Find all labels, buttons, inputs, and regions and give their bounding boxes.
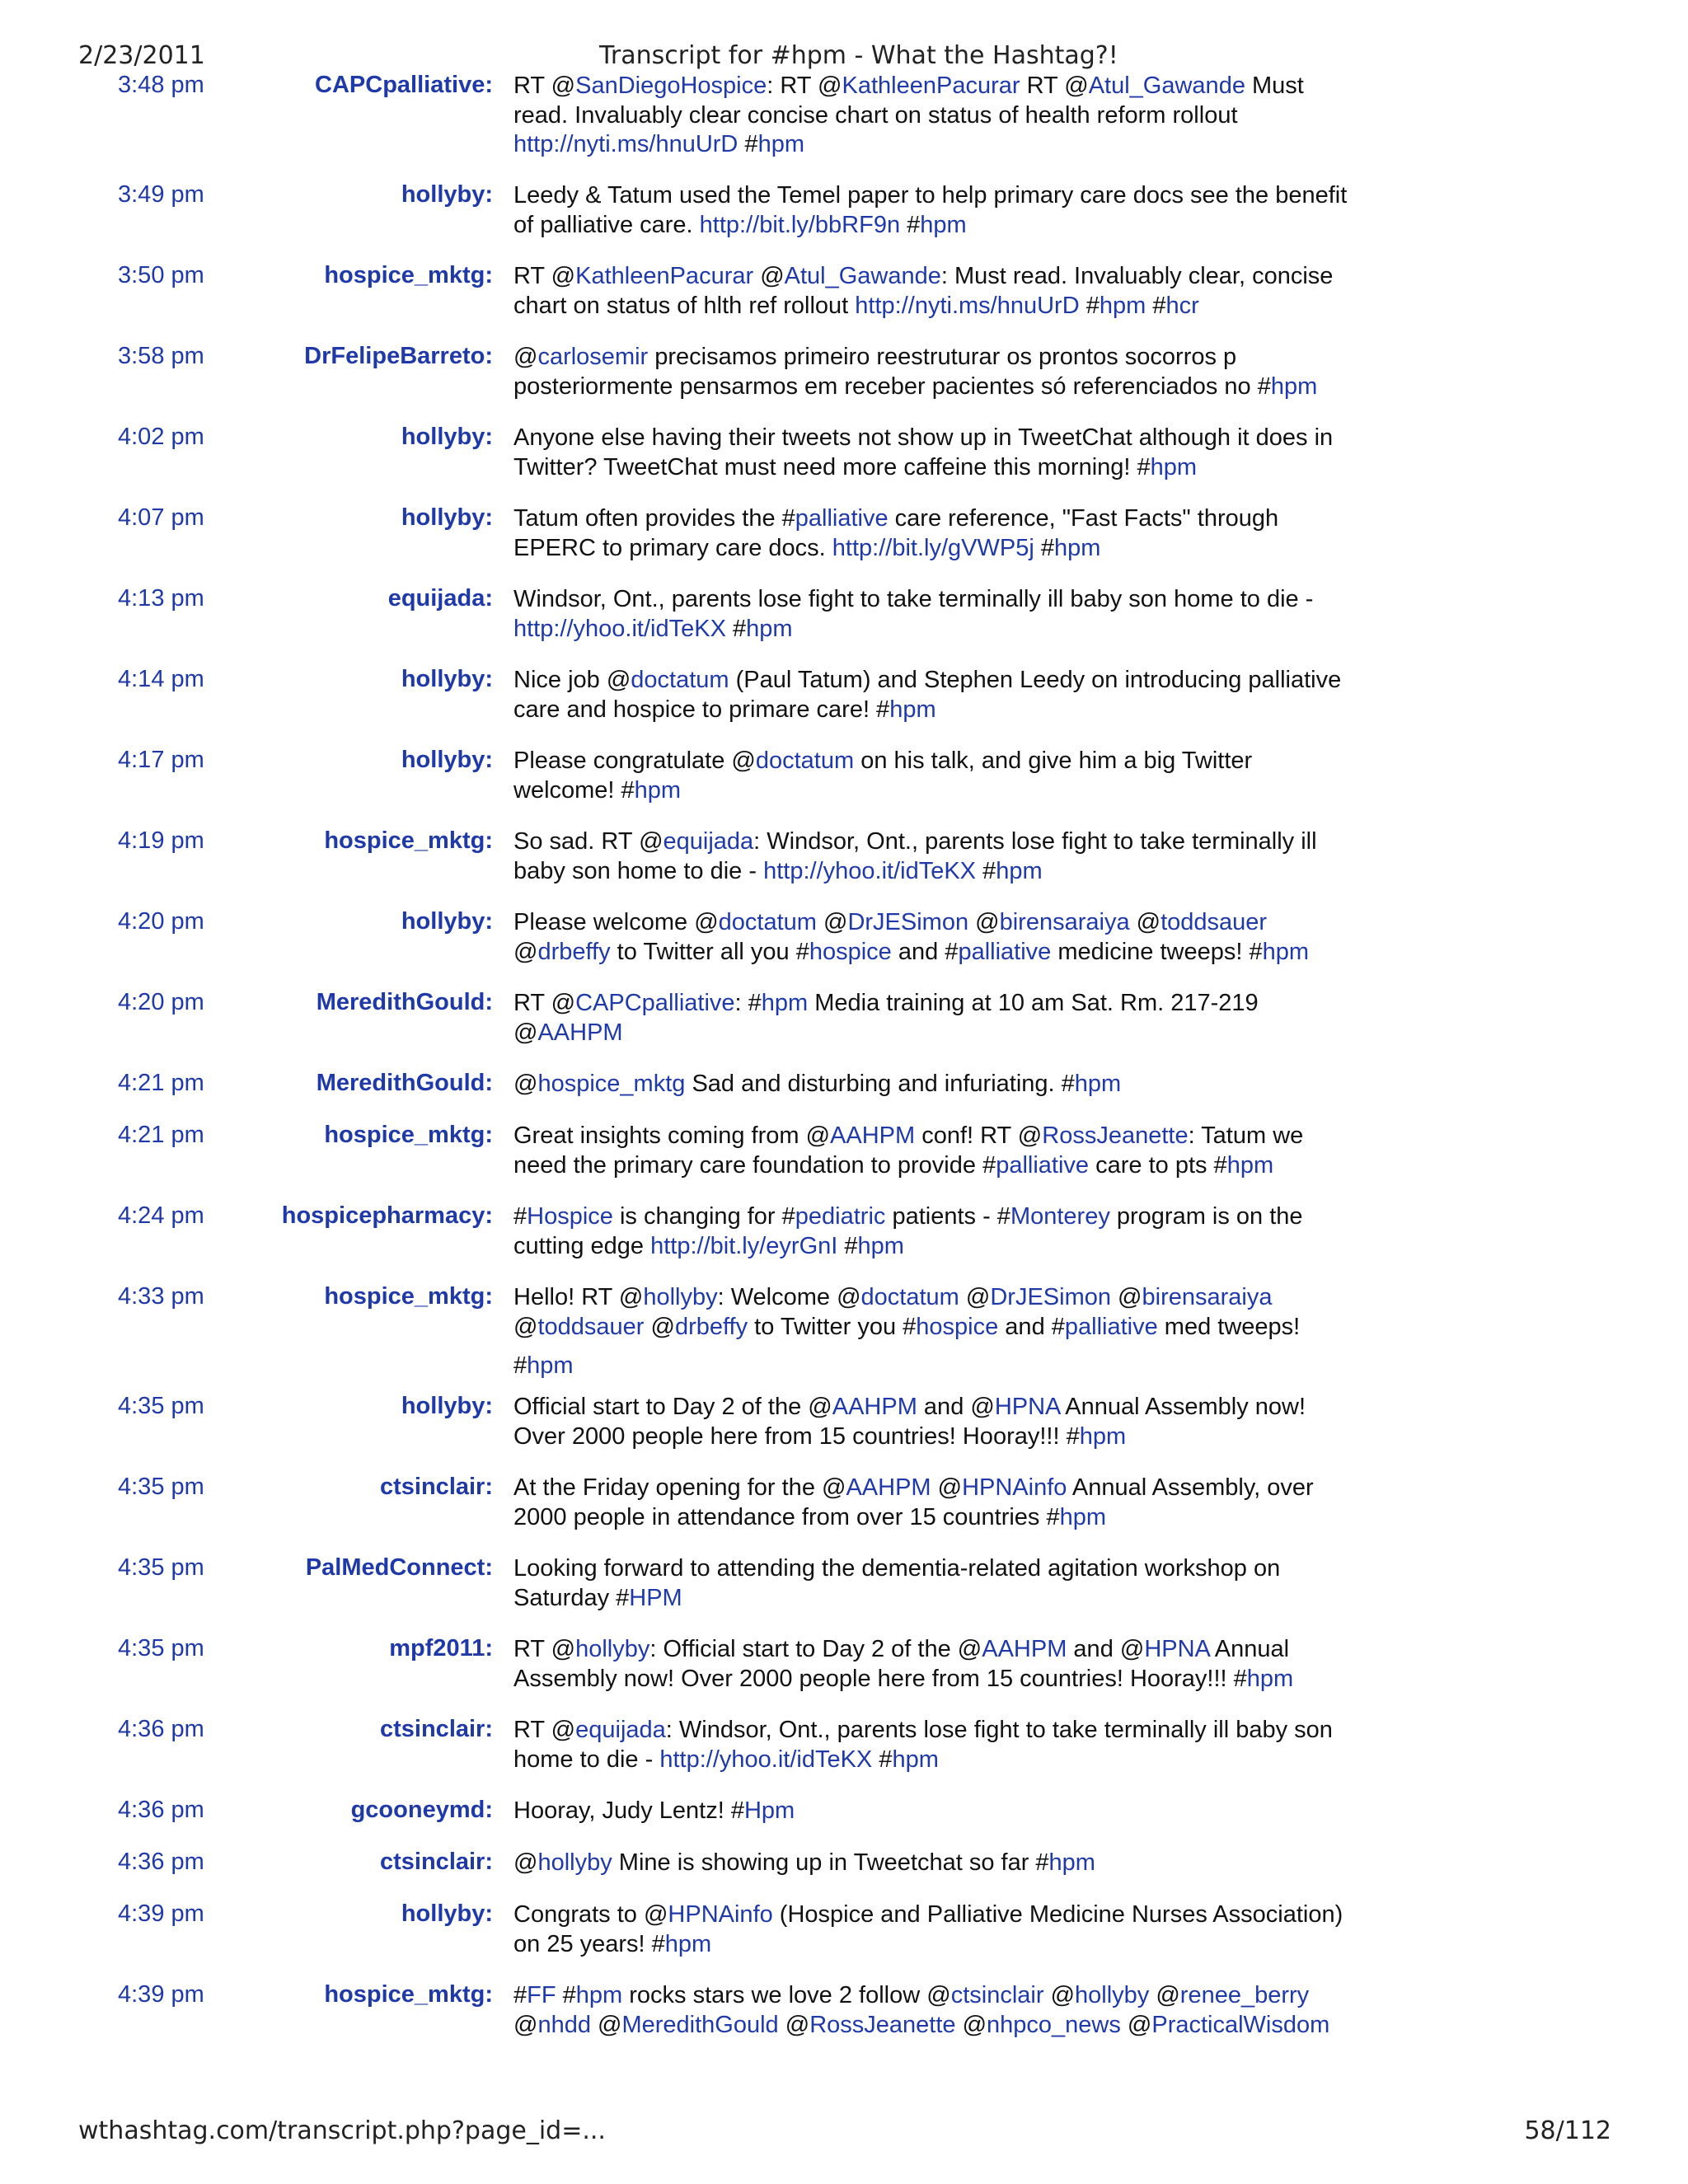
message-link[interactable]: FF — [527, 1982, 556, 2008]
entry-message — [513, 1283, 1354, 1381]
message-text: Leedy & Tatum used the Temel paper to help primary care docs see the benefit of palliative care. — [513, 182, 1348, 238]
transcript-entry — [0, 504, 1688, 584]
message-link[interactable]: KathleenPacurar — [842, 73, 1020, 99]
message-text: @ — [513, 1313, 538, 1340]
transcript-entry — [0, 584, 1688, 665]
message-link[interactable]: birensaraiya — [1142, 1284, 1273, 1310]
message-text: # — [1146, 292, 1166, 319]
message-link[interactable]: Atul_Gawande — [784, 263, 941, 289]
transcript-list — [0, 71, 1688, 2061]
entry-username-link[interactable]: MeredithGould: — [316, 1070, 493, 1096]
message-text: conf! RT @ — [915, 1122, 1043, 1149]
entry-message — [513, 1202, 1354, 1261]
transcript-entry — [0, 180, 1688, 261]
entry-username-link[interactable]: hospice_mktg: — [324, 262, 493, 288]
message-text: on his talk, and give him a big Twitter welcome! # — [513, 748, 1253, 804]
message-link[interactable]: http://nyti.ms/hnuUrD — [855, 292, 1080, 319]
message-link[interactable]: Monterey — [1010, 1203, 1110, 1230]
entry-username-link[interactable]: CAPCpalliative: — [315, 72, 493, 98]
transcript-entry — [0, 1900, 1688, 1980]
message-link[interactable]: doctatum — [718, 909, 817, 935]
message-text: Annual Assembly now! Over 2000 people here from 15 countries! Hooray!!! # — [513, 1636, 1290, 1692]
page-date: 2/23/2011 — [78, 41, 205, 70]
message-text: @ — [816, 909, 848, 935]
entry-time: 4:39 pm — [118, 1900, 204, 1927]
entry-message — [513, 1635, 1354, 1694]
message-link[interactable]: http://nyti.ms/hnuUrD — [513, 131, 738, 157]
message-link[interactable]: SanDiegoHospice — [575, 73, 767, 99]
message-link[interactable]: hpm — [575, 1982, 623, 2008]
message-text: is changing for # — [612, 1203, 795, 1230]
message-link[interactable]: AAHPM — [537, 1019, 623, 1046]
message-text: Must read. Invaluably clear concise chart on status of health reform rollout — [513, 73, 1304, 129]
entry-username-link[interactable]: hollyby: — [401, 504, 493, 531]
message-link[interactable]: hollyby — [537, 1849, 612, 1876]
entry-time: 4:39 pm — [118, 1981, 204, 2008]
transcript-entry — [0, 261, 1688, 342]
message-link[interactable]: palliative — [958, 938, 1052, 965]
entry-message — [513, 1900, 1354, 1959]
entry-message — [513, 666, 1354, 724]
message-text: So sad. RT @ — [513, 828, 663, 855]
entry-username-link[interactable]: mpf2011: — [389, 1635, 493, 1661]
message-text: @ — [1111, 1284, 1142, 1310]
message-link[interactable]: HPNAinfo — [962, 1474, 1067, 1501]
message-link[interactable]: CAPCpalliative — [575, 990, 735, 1016]
message-link[interactable]: hpm — [1079, 1422, 1127, 1450]
message-link[interactable]: hpm — [527, 1352, 574, 1379]
message-text: Media training at 10 am Sat. Rm. 217-219 @ — [513, 990, 1259, 1046]
entry-message — [513, 908, 1354, 967]
message-text: RT @ — [513, 263, 576, 289]
entry-message — [513, 747, 1354, 805]
message-text: : Official start to Day 2 of the @ — [649, 1636, 982, 1662]
message-text: RT @ — [513, 1636, 576, 1662]
message-link[interactable]: Atul_Gawande — [1088, 73, 1245, 99]
message-text: to Twitter you # — [748, 1313, 917, 1340]
message-text: Looking forward to attending the dementia-related agitation workshop on Saturday # — [513, 1555, 1281, 1611]
entry-username-link[interactable]: hospicepharmacy: — [281, 1202, 493, 1229]
entry-message — [513, 424, 1354, 482]
entry-time: 4:35 pm — [118, 1554, 204, 1581]
message-text: Sad and disturbing and infuriating. # — [685, 1071, 1075, 1097]
message-link[interactable]: hpm — [757, 131, 804, 157]
entry-message — [513, 1849, 1354, 1878]
message-link[interactable]: hpm — [1226, 1151, 1274, 1179]
entry-time: 4:13 pm — [118, 585, 204, 612]
message-text: Great insights coming from @ — [513, 1122, 831, 1149]
message-text: patients - # — [885, 1203, 1010, 1230]
message-text: and @ — [1067, 1636, 1145, 1662]
message-link[interactable]: birensaraiya — [999, 909, 1130, 935]
entry-username-link[interactable]: equijada: — [387, 585, 493, 612]
transcript-entry — [0, 1554, 1688, 1634]
entry-username-link[interactable]: hollyby: — [401, 1393, 493, 1419]
message-link[interactable]: AAHPM — [832, 1394, 917, 1420]
message-text: to Twitter all you # — [610, 938, 809, 965]
message-link[interactable]: HPNA — [994, 1394, 1060, 1420]
entry-time: 4:35 pm — [118, 1474, 204, 1500]
message-link[interactable]: ctsinclair — [950, 1982, 1044, 2008]
message-link[interactable]: hpm — [1074, 1071, 1122, 1097]
transcript-entry — [0, 1634, 1688, 1715]
message-link[interactable]: HPNAinfo — [668, 1901, 773, 1928]
message-text: @ — [513, 1849, 538, 1876]
entry-time: 4:35 pm — [118, 1393, 204, 1419]
entry-time: 4:36 pm — [118, 1716, 204, 1742]
transcript-entry — [0, 1980, 1688, 2061]
entry-message — [513, 1070, 1354, 1099]
message-link[interactable]: hollyby — [643, 1284, 718, 1310]
message-link[interactable]: hpm — [889, 696, 936, 723]
message-text: @ — [1149, 1982, 1180, 2008]
message-text: RT @ — [1020, 73, 1089, 99]
entry-message — [513, 1122, 1354, 1180]
entry-time: 4:33 pm — [118, 1283, 204, 1310]
message-link[interactable]: HPNA — [1144, 1636, 1210, 1662]
message-link[interactable]: equijada — [663, 828, 754, 855]
entry-message — [513, 1474, 1354, 1532]
message-link[interactable]: doctatum — [755, 748, 855, 774]
message-text: # — [725, 615, 747, 642]
message-link[interactable]: http://bit.ly/bbRF9n — [699, 211, 901, 238]
message-link[interactable]: doctatum — [860, 1284, 959, 1310]
entry-username-link[interactable]: PalMedConnect: — [305, 1554, 493, 1581]
entry-username-link[interactable]: ctsinclair: — [380, 1716, 493, 1742]
message-text: @ — [931, 1474, 963, 1501]
message-link[interactable]: http://bit.ly/gVWP5j — [832, 534, 1034, 561]
entry-message — [513, 504, 1354, 563]
entry-username-link[interactable]: ctsinclair: — [380, 1474, 493, 1500]
entry-time: 4:07 pm — [118, 504, 204, 531]
message-text: # — [513, 1982, 528, 2008]
message-text: care reference, "Fast Facts" through EPERC to primary care docs. — [513, 505, 1279, 561]
message-link[interactable]: hpm — [634, 776, 682, 804]
message-text: RT @ — [513, 1717, 576, 1743]
message-link[interactable]: hpm — [761, 990, 809, 1016]
message-text: @ — [959, 1284, 991, 1310]
entry-message — [513, 1981, 1354, 2040]
message-link[interactable]: http://bit.ly/eyrGnI — [650, 1232, 838, 1259]
entry-username-link[interactable]: hollyby: — [401, 666, 493, 692]
entry-time: 4:21 pm — [118, 1070, 204, 1096]
entry-username-link[interactable]: hollyby: — [401, 908, 493, 935]
entry-time: 4:14 pm — [118, 666, 204, 692]
message-text: and @ — [917, 1394, 995, 1420]
message-link[interactable]: drbeffy — [537, 938, 611, 965]
message-text: : Tatum we need the primary care foundation to provide # — [513, 1122, 1304, 1179]
transcript-entry — [0, 665, 1688, 746]
message-link[interactable]: hospice — [916, 1313, 999, 1340]
transcript-entry — [0, 71, 1688, 180]
transcript-entry — [0, 1121, 1688, 1202]
message-text: @ — [1129, 909, 1161, 935]
message-link[interactable]: drbeffy — [674, 1313, 748, 1340]
message-link[interactable]: RossJeanette — [809, 2011, 956, 2038]
message-link[interactable]: HPM — [629, 1584, 682, 1611]
entry-username-link[interactable]: ctsinclair: — [380, 1849, 493, 1875]
entry-time: 4:36 pm — [118, 1849, 204, 1875]
message-text: @ — [778, 2011, 810, 2038]
message-link[interactable]: AAHPM — [830, 1122, 916, 1149]
transcript-entry — [0, 1202, 1688, 1282]
message-link[interactable]: renee_berry — [1179, 1982, 1310, 2008]
message-link[interactable]: PracticalWisdom — [1151, 2011, 1330, 2038]
entry-time: 3:49 pm — [118, 181, 204, 208]
message-text: At the Friday opening for the @ — [513, 1474, 846, 1501]
message-link[interactable]: hcr — [1165, 292, 1199, 319]
message-text: Annual Assembly now! Over 2000 people here from 15 countries! Hooray!!! # — [513, 1394, 1306, 1450]
entry-username-link[interactable]: MeredithGould: — [316, 989, 493, 1015]
message-text: care to pts # — [1089, 1151, 1227, 1179]
message-link[interactable]: http://yhoo.it/idTeKX — [763, 857, 977, 884]
transcript-entry — [0, 907, 1688, 988]
message-link[interactable]: DrJESimon — [847, 909, 969, 935]
message-link[interactable]: hpm — [857, 1232, 904, 1259]
message-link[interactable]: carlosemir — [537, 344, 649, 370]
message-link[interactable]: AAHPM — [982, 1636, 1067, 1662]
entry-message — [513, 343, 1354, 401]
entry-message — [513, 1797, 1354, 1826]
entry-username-link[interactable]: hospice_mktg: — [324, 1981, 493, 2008]
entry-message — [513, 1554, 1354, 1613]
message-link[interactable]: hpm — [1246, 1665, 1294, 1692]
message-text: # — [513, 1352, 528, 1379]
entry-message — [513, 181, 1354, 240]
message-text: # — [1034, 534, 1054, 561]
entry-time: 4:21 pm — [118, 1122, 204, 1148]
message-text: # — [900, 211, 921, 238]
message-text: @ — [590, 2011, 622, 2038]
entry-username-link[interactable]: DrFelipeBarreto: — [304, 343, 493, 369]
message-link[interactable]: hpm — [664, 1930, 712, 1957]
message-link[interactable]: equijada — [575, 1717, 666, 1743]
message-text: # — [513, 1203, 528, 1230]
message-link[interactable]: KathleenPacurar — [575, 263, 754, 289]
entry-time: 3:48 pm — [118, 72, 204, 98]
message-text: : RT @ — [767, 73, 842, 99]
message-text: Official start to Day 2 of the @ — [513, 1394, 832, 1420]
message-link[interactable]: AAHPM — [846, 1474, 931, 1501]
message-link[interactable]: RossJeanette — [1042, 1122, 1189, 1149]
message-text: and # — [998, 1313, 1065, 1340]
message-link[interactable]: hpm — [1053, 534, 1101, 561]
entry-username-link[interactable]: hollyby: — [401, 1900, 493, 1927]
entry-username-link[interactable]: hollyby: — [401, 747, 493, 773]
entry-message — [513, 1393, 1354, 1451]
transcript-entry — [0, 1848, 1688, 1900]
message-link[interactable]: palliative — [996, 1151, 1090, 1179]
entry-username-link[interactable]: hollyby: — [401, 181, 493, 208]
message-link[interactable]: hpm — [746, 615, 793, 642]
transcript-entry — [0, 342, 1688, 423]
entry-message — [513, 827, 1354, 886]
entry-time: 4:02 pm — [118, 424, 204, 450]
transcript-entry — [0, 1796, 1688, 1848]
entry-message — [513, 1716, 1354, 1774]
entry-time: 3:50 pm — [118, 262, 204, 288]
message-text: Congrats to @ — [513, 1901, 668, 1928]
message-link[interactable]: hpm — [920, 211, 967, 238]
message-text: Tatum often provides the # — [513, 505, 795, 532]
message-link[interactable]: Hpm — [743, 1797, 795, 1824]
message-text: Mine is showing up in Tweetchat so far # — [612, 1849, 1049, 1876]
message-text: Anyone else having their tweets not show up in TweetChat although it does in Twitter? TweetChat must need more caffeine this morning! # — [513, 424, 1334, 480]
entry-time: 4:20 pm — [118, 989, 204, 1015]
message-text: (Hospice and Palliative Medicine Nurses Association) on 25 years! # — [513, 1901, 1343, 1957]
message-link[interactable]: hpm — [1099, 292, 1146, 319]
message-link[interactable]: hospice_mktg — [537, 1071, 686, 1097]
message-text: @ — [513, 938, 538, 965]
message-text: Hooray, Judy Lentz! # — [513, 1797, 744, 1824]
message-text: @ — [753, 263, 785, 289]
message-text: : # — [734, 990, 762, 1016]
message-text: # — [556, 1982, 576, 2008]
message-link[interactable]: Hospice — [527, 1203, 613, 1230]
message-link[interactable]: hpm — [1048, 1849, 1095, 1876]
message-link[interactable]: MeredithGould — [621, 2011, 779, 2038]
message-text: @ — [513, 1071, 538, 1097]
message-text: precisamos primeiro reestruturar os prontos socorros p posteriormente pensarmos em receber pacientes só referenciados no # — [513, 344, 1271, 400]
message-text: medicine tweeps! # — [1051, 938, 1263, 965]
message-text: med tweeps! — [1157, 1313, 1301, 1340]
message-link[interactable]: hpm — [892, 1746, 939, 1773]
message-text: @ — [513, 2011, 538, 2038]
page-number: 58/112 — [1524, 2116, 1611, 2145]
entry-time: 4:36 pm — [118, 1797, 204, 1823]
message-text: RT @ — [513, 73, 576, 99]
message-text: : Must read. Invaluably clear, concise chart on status of hlth ref rollout — [513, 263, 1334, 319]
transcript-entry — [0, 827, 1688, 907]
message-link[interactable]: nhpco_news — [987, 2011, 1121, 2038]
message-link[interactable]: hpm — [996, 857, 1043, 884]
transcript-entry — [0, 423, 1688, 504]
message-link[interactable]: hospice — [809, 938, 892, 965]
entry-message — [513, 262, 1354, 321]
message-link[interactable]: DrJESimon — [990, 1284, 1111, 1310]
message-link[interactable]: hpm — [1150, 453, 1198, 480]
message-text: Nice job @ — [513, 667, 631, 693]
message-text: @ — [968, 909, 1000, 935]
message-text: # — [1079, 292, 1100, 319]
transcript-entry — [0, 746, 1688, 827]
message-text: @ — [644, 1313, 675, 1340]
message-text: : Welcome @ — [717, 1284, 861, 1310]
message-text: Please congratulate @ — [513, 748, 756, 774]
entry-username-link[interactable]: hospice_mktg: — [324, 1122, 493, 1148]
entry-message — [513, 989, 1354, 1047]
entry-time: 3:58 pm — [118, 343, 204, 369]
message-text: # — [837, 1232, 858, 1259]
transcript-entry — [0, 1069, 1688, 1121]
message-text: @ — [513, 344, 538, 370]
message-text: : Windsor, Ont., parents lose fight to take terminally ill baby son home to die - — [513, 1717, 1333, 1773]
message-text: @ — [955, 2011, 987, 2038]
message-text: Windsor, Ont., parents lose fight to take terminally ill baby son home to die - — [513, 586, 1314, 612]
message-link[interactable]: http://yhoo.it/idTeKX — [513, 615, 726, 642]
message-link[interactable]: hollyby — [575, 1636, 650, 1662]
message-text: @ — [1120, 2011, 1152, 2038]
message-text: # — [872, 1746, 893, 1773]
page-title: Transcript for #hpm - What the Hashtag?! — [599, 41, 1118, 70]
transcript-entry — [0, 1473, 1688, 1554]
entry-time: 4:20 pm — [118, 908, 204, 935]
message-text: (Paul Tatum) and Stephen Leedy on introducing palliative care and hospice to primare care! # — [513, 667, 1342, 723]
entry-time: 4:19 pm — [118, 827, 204, 854]
message-text: : Windsor, Ont., parents lose fight to take terminally ill baby son home to die - — [513, 828, 1317, 884]
entry-username-link[interactable]: hospice_mktg: — [324, 827, 493, 854]
message-text: and # — [891, 938, 959, 965]
entry-message — [513, 585, 1354, 644]
message-text: RT @ — [513, 990, 576, 1016]
transcript-entry — [0, 1715, 1688, 1796]
message-text: rocks stars we love 2 follow @ — [622, 1982, 951, 2008]
message-link[interactable]: toddsauer — [1160, 909, 1268, 935]
message-text: @ — [1043, 1982, 1076, 2008]
message-text: # — [976, 857, 996, 884]
transcript-entry — [0, 988, 1688, 1069]
entry-username-link[interactable]: hospice_mktg: — [324, 1283, 493, 1310]
entry-username-link[interactable]: gcooneymd: — [350, 1797, 493, 1823]
entry-message — [513, 72, 1354, 160]
entry-time: 4:35 pm — [118, 1635, 204, 1661]
message-link[interactable]: http://yhoo.it/idTeKX — [659, 1746, 873, 1773]
page-url: wthashtag.com/transcript.php?page_id=... — [78, 2116, 606, 2145]
message-text: program is on the cutting edge — [513, 1203, 1303, 1259]
message-text: Please welcome @ — [513, 909, 719, 935]
message-text: Hello! RT @ — [513, 1284, 644, 1310]
message-link[interactable]: nhdd — [537, 2011, 591, 2038]
message-link[interactable]: pediatric — [795, 1203, 886, 1230]
message-link[interactable]: hpm — [1059, 1503, 1107, 1530]
message-link[interactable]: hollyby — [1075, 1982, 1150, 2008]
entry-time: 4:24 pm — [118, 1202, 204, 1229]
line-gap — [513, 1342, 1354, 1352]
message-link[interactable]: palliative — [795, 505, 889, 532]
message-link[interactable]: hpm — [1262, 938, 1310, 965]
message-text: Annual Assembly, over 2000 people in attendance from over 15 countries # — [513, 1474, 1314, 1530]
message-text: # — [738, 131, 758, 157]
message-link[interactable]: palliative — [1064, 1313, 1158, 1340]
message-link[interactable]: doctatum — [631, 667, 729, 693]
entry-username-link[interactable]: hollyby: — [401, 424, 493, 450]
transcript-entry — [0, 1282, 1688, 1392]
entry-time: 4:17 pm — [118, 747, 204, 773]
message-link[interactable]: hpm — [1270, 373, 1318, 400]
message-link[interactable]: toddsauer — [537, 1313, 645, 1340]
transcript-entry — [0, 1392, 1688, 1473]
